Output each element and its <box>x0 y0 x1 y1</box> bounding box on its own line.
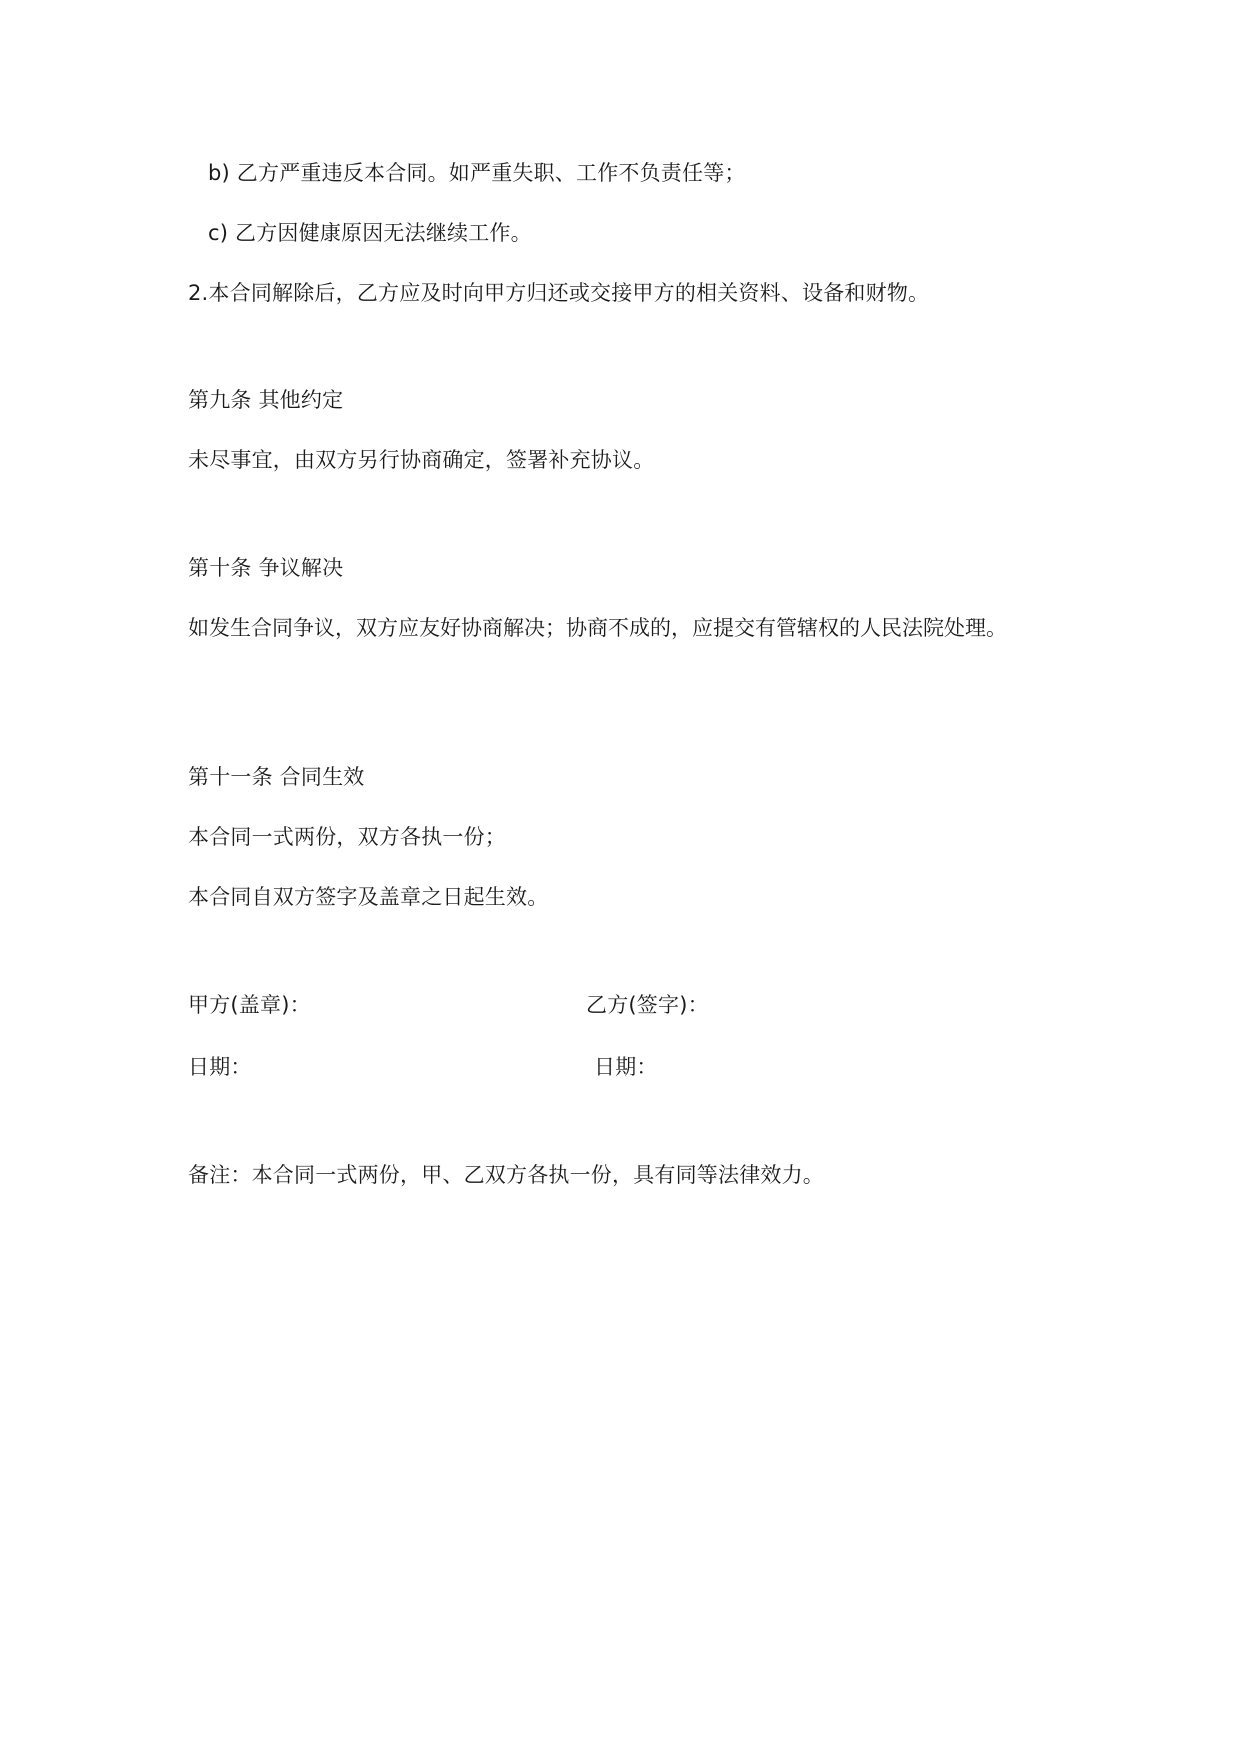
article-9-body: 未尽事宜，由双方另行协商确定，签署补充协议。 <box>188 448 655 472</box>
article-11-heading: 第十一条 合同生效 <box>188 765 365 789</box>
article-11-line-2: 本合同自双方签字及盖章之日起生效。 <box>188 885 549 909</box>
remark-note: 备注：本合同一式两份，甲、乙双方各执一份，具有同等法律效力。 <box>188 1163 824 1187</box>
party-a-date-label: 日期： <box>188 1055 252 1079</box>
clause-item-2: 2.本合同解除后，乙方应及时向甲方归还或交接甲方的相关资料、设备和财物。 <box>188 281 930 305</box>
article-9-heading: 第九条 其他约定 <box>188 388 344 412</box>
party-b-date-label: 日期： <box>594 1055 658 1079</box>
article-10-heading: 第十条 争议解决 <box>188 556 344 580</box>
clause-item-c: c) 乙方因健康原因无法继续工作。 <box>208 221 532 245</box>
article-10-body: 如发生合同争议，双方应友好协商解决；协商不成的，应提交有管辖权的人民法院处理。 <box>188 616 1007 640</box>
party-b-signature-label: 乙方(签字)： <box>586 993 709 1017</box>
article-11-line-1: 本合同一式两份，双方各执一份； <box>188 825 506 849</box>
party-a-seal-label: 甲方(盖章)： <box>188 993 311 1017</box>
clause-item-b: b) 乙方严重违反本合同。如严重失职、工作不负责任等； <box>208 161 746 185</box>
